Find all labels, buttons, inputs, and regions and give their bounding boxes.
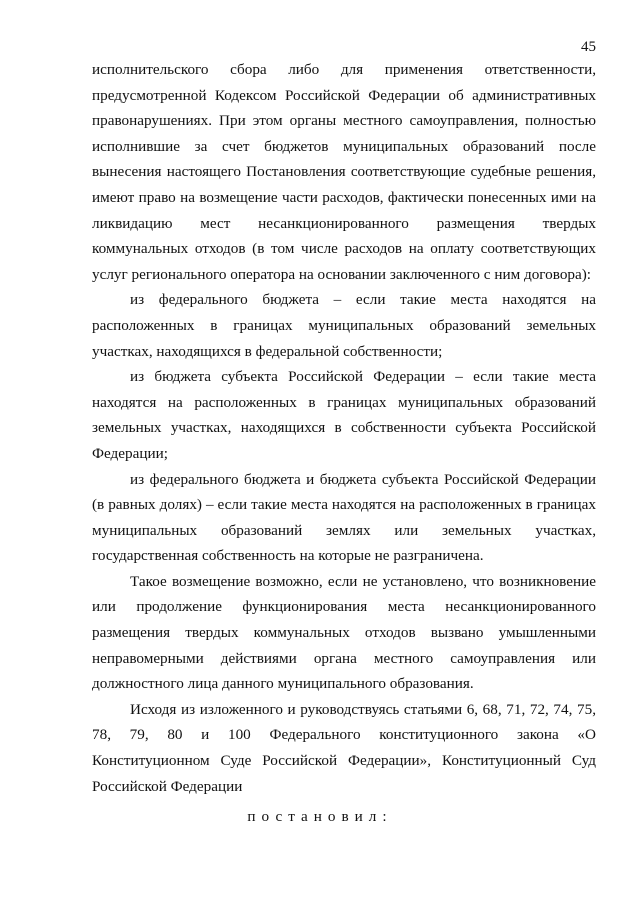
- page-number: 45: [581, 39, 596, 55]
- paragraph-shared-budget: из федерального бюджета и бюджета субъекта Российской Федерации (в равных долях) – если такие места находятся на расположенных в границах муниципальных образований землях или земельных участках, государственная собственность на которые не разграничена.: [92, 470, 596, 565]
- paragraph-subject-budget: из бюджета субъекта Российской Федерации – если такие места находятся на расположенных в границах муниципальных образований земельных участках, находящихся в собственности субъекта Российской Федерации;: [92, 368, 596, 462]
- paragraph-compensation-condition: Такое возмещение возможно, если не установлено, что возникновение или продолжение функционирования места несанкционированного размещения твердых коммунальных отходов вызвано умышленными неправомерными действиями органа местного самоуправления или должностного лица данного муниципального образования.: [92, 572, 596, 693]
- document-body: [92, 57, 596, 799]
- paragraph-continuation: исполнительского сбора либо для применения ответственности, предусмотренной Кодексом Российской Федерации об административных правонарушениях. При этом органы местного самоуправления, полностью исполнившие за счет бюджетов муниципальных образований после вынесения настоящего Постановления соответствующие судебные решения, имеют право на возмещение части расходов, фактически понесенных ими на ликвидацию мест несанкционированного размещения твердых коммунальных отходов (в том числе расходов на оплату соответствующих услуг регионального оператора на основании заключенного с ним договора):: [92, 61, 596, 283]
- resolution-heading: постановил:: [247, 808, 393, 825]
- paragraph-legal-basis: Исходя из изложенного и руководствуясь статьями 6, 68, 71, 72, 74, 75, 78, 79, 80 и 100 Федерального конституционного закона «О Конституционном Суде Российской Федерации», Конституционный Суд Российской Федерации: [92, 700, 596, 795]
- paragraph-federal-budget: из федерального бюджета – если такие места находятся на расположенных в границах муниципальных образований земельных участках, находящихся в федеральной собственности;: [92, 291, 596, 360]
